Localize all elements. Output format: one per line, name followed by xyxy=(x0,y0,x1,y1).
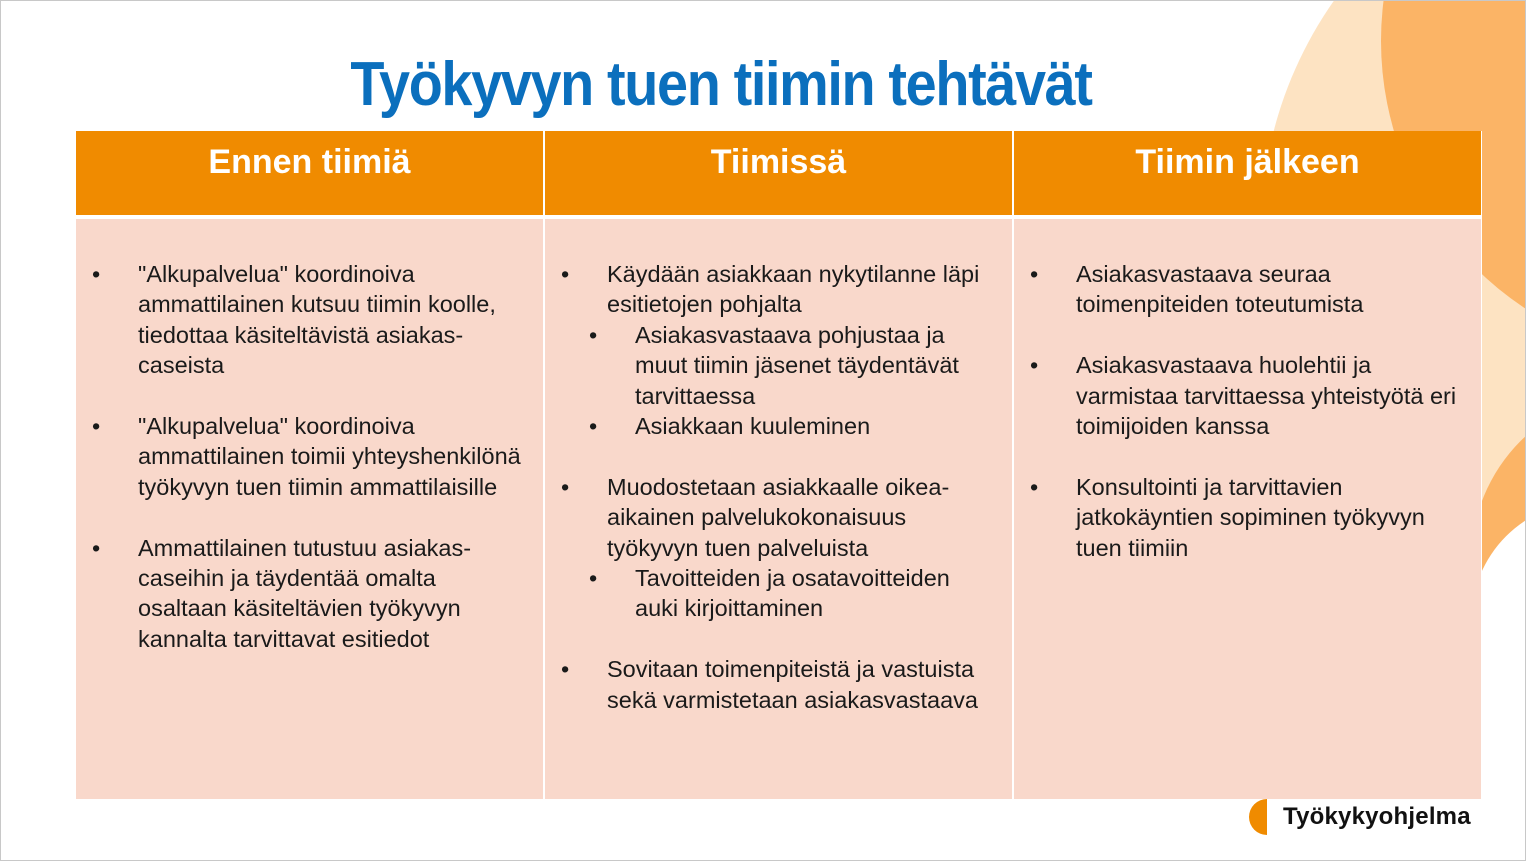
column-cell-before xyxy=(76,219,543,799)
brand-name: Työkykyohjelma xyxy=(1283,803,1471,830)
list-item: • Käydään asiakkaan nykytilanne läpi esitietojen pohjalta • Asiakasvastaava pohjustaa ja muut tiimin jäsenet täydentävät tarvittaessa • Asiakkaan kuuleminen xyxy=(559,259,998,441)
list-item: • Ammattilainen tutustuu asiakas-caseihin ja täydentää omalta osaltaan käsiteltävien työkyvyn kannalta tarvittavat esitiedot xyxy=(90,533,529,655)
bullet-list xyxy=(559,259,998,715)
list-item: • Muodostetaan asiakkaalle oikea-aikainen palvelukokonaisuus työkyvyn tuen palveluista • Tavoitteiden ja osatavoitteiden auki kirjoittaminen xyxy=(559,472,998,624)
sub-list-item: • Tavoitteiden ja osatavoitteiden auki kirjoittaminen xyxy=(559,563,998,624)
brand-logo xyxy=(1249,799,1471,835)
column-cell-after xyxy=(1014,219,1481,799)
sub-list xyxy=(607,563,998,624)
bullet-list xyxy=(90,259,529,654)
column-header-before: Ennen tiimiä xyxy=(76,131,543,215)
slide-title: Työkyvyn tuen tiimin tehtävät xyxy=(350,50,1092,119)
bullet-list xyxy=(1028,259,1467,563)
list-item: • "Alkupalvelua" koordinoiva ammattilainen kutsuu tiimin koolle, tiedottaa käsiteltävistä asiakas-caseista xyxy=(90,259,529,381)
sub-list-item: • Asiakasvastaava pohjustaa ja muut tiimin jäsenet täydentävät tarvittaessa xyxy=(559,320,998,411)
list-item: • Asiakasvastaava huolehtii ja varmistaa tarvittaessa yhteistyötä eri toimijoiden kanssa xyxy=(1028,350,1467,441)
column-header-during: Tiimissä xyxy=(545,131,1012,215)
list-item: • "Alkupalvelua" koordinoiva ammattilainen toimii yhteyshenkilönä työkyvyn tuen tiimin ammattilaisille xyxy=(90,411,529,502)
column-header-after: Tiimin jälkeen xyxy=(1014,131,1481,215)
sub-list xyxy=(607,320,998,442)
list-item: • Asiakasvastaava seuraa toimenpiteiden toteutumista xyxy=(1028,259,1467,320)
column-cell-during xyxy=(545,219,1012,799)
sub-list-item: • Asiakkaan kuuleminen xyxy=(559,411,998,441)
list-item: • Sovitaan toimenpiteistä ja vastuista sekä varmistetaan asiakasvastaava xyxy=(559,654,998,715)
list-item: • Konsultointi ja tarvittavien jatkokäyntien sopiminen työkyvyn tuen tiimiin xyxy=(1028,472,1467,563)
tasks-table xyxy=(76,131,1482,799)
brand-mark-icon xyxy=(1249,799,1273,835)
